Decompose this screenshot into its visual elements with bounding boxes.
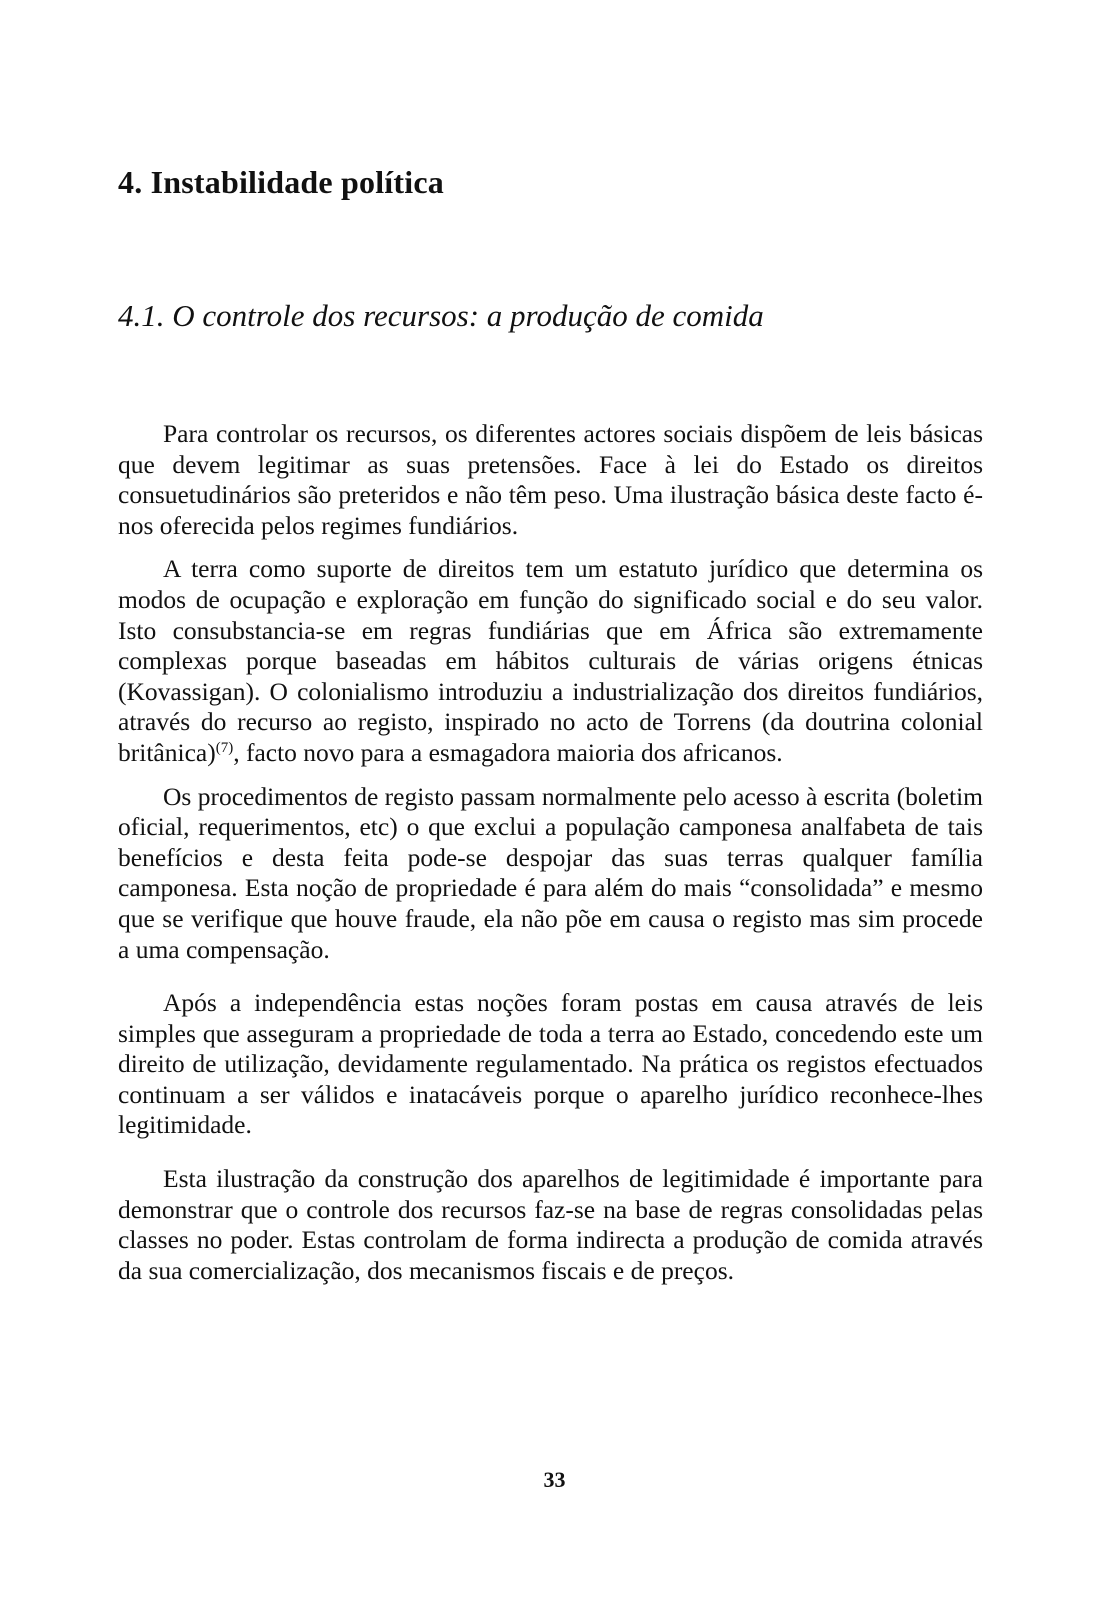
chapter-title: 4. Instabilidade política bbox=[118, 164, 444, 200]
section-title: 4.1. O controle dos recursos: a produção de comida bbox=[118, 298, 764, 333]
paragraph-2-tail: , facto novo para a esmagadora maioria dos africanos. bbox=[233, 737, 783, 767]
paragraph-4: Após a independência estas noções foram postas em causa através de leis simples que asseguram a propriedade de toda a terra ao Estado, concedendo este um direito de utilização, devidamente regulamentado. Na prática os registos efectuados continuam a ser válidos e inatacáveis porque o aparelho jurídico reconhece-lhes legitimidade. bbox=[118, 988, 983, 1140]
footnote-reference: (7) bbox=[215, 739, 234, 756]
page-number: 33 bbox=[543, 1467, 566, 1492]
paragraph-2 bbox=[118, 554, 983, 768]
paragraph-1: Para controlar os recursos, os diferentes actores sociais dispõem de leis básicas que devem legitimar as suas pretensões. Face à lei do Estado os direitos consuetudinários são preteridos e não têm peso. Uma ilustração básica deste facto é-nos oferecida pelos regimes fundiários. bbox=[118, 419, 983, 540]
paragraph-5: Esta ilustração da construção dos aparelhos de legitimidade é importante para demonstrar que o controle dos recursos faz-se na base de regras consolidadas pelas classes no poder. Estas controlam de forma indirecta a produção de comida através da sua comercialização, dos mecanismos fiscais e de preços. bbox=[118, 1164, 983, 1285]
paragraph-2-text: A terra como suporte de direitos tem um estatuto jurídico que determina os modos de ocupação e exploração em função do significado social e do seu valor. Isto consubstancia-se em regras fundiárias que em África são extremamente complexas porque baseadas em hábitos culturais de várias origens étnicas (Kovassigan). O colonialismo introduziu a industrialização dos direitos fundiários, através do recurso ao registo, inspirado no acto de Torrens (da doutrina colonial britânica) bbox=[118, 554, 983, 767]
body-text bbox=[118, 419, 983, 1286]
paragraph-3: Os procedimentos de registo passam normalmente pelo acesso à escrita (boletim oficial, requerimentos, etc) o que exclui a população camponesa analfabeta de tais benefícios e desta feita pode-se despojar das suas terras qualquer família camponesa. Esta noção de propriedade é para além do mais “consolidada” e mesmo que se verifique que houve fraude, ela não põe em causa o registo mas sim procede a uma compensação. bbox=[118, 781, 983, 964]
